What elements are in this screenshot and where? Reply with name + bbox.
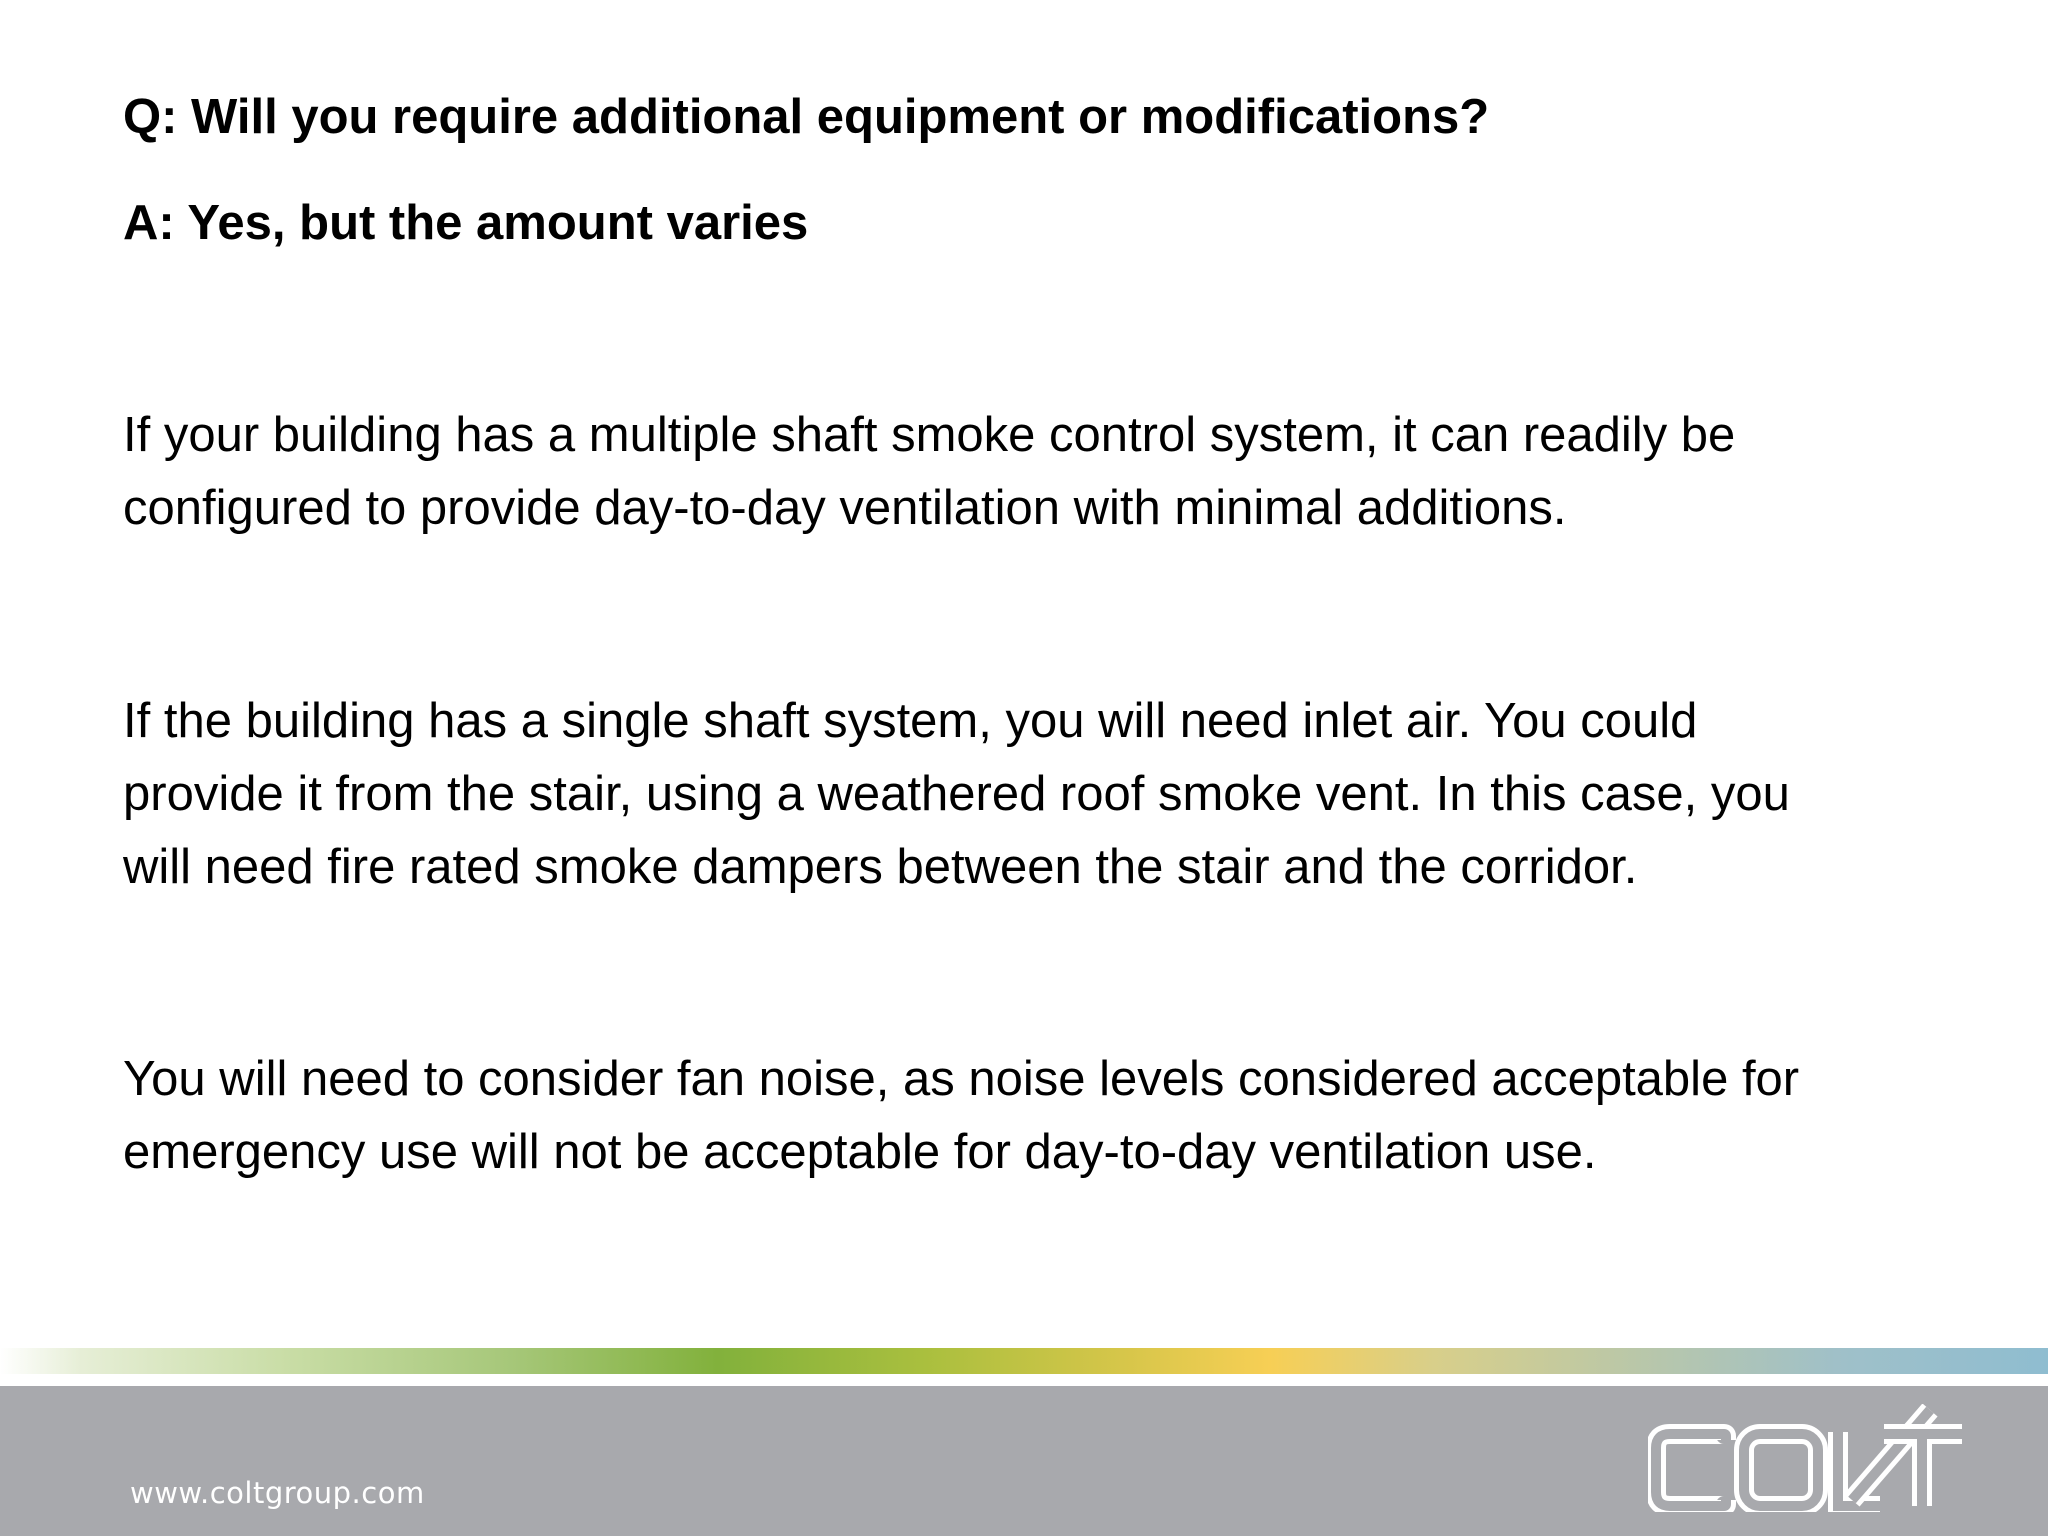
paragraph-fan-noise [123,1043,2003,1189]
paragraph-line: provide it from the stair, using a weathered roof smoke vent. In this case, you [123,767,1790,821]
paragraph-multiple-shaft [123,399,2003,545]
paragraph-line: configured to provide day-to-day ventilation with minimal additions. [123,481,1567,535]
footer-website-link[interactable]: www.coltgroup.com [130,1476,425,1510]
paragraph-line: If the building has a single shaft system, you will need inlet air. You could [123,694,1698,748]
footer-gradient-stripe [0,1348,2048,1374]
question-heading: Q: Will you require additional equipment or modifications? [123,90,1490,144]
paragraph-line: If your building has a multiple shaft smoke control system, it can readily be [123,408,1736,462]
paragraph-line: emergency use will not be acceptable for day-to-day ventilation use. [123,1125,1597,1179]
paragraph-line: will need fire rated smoke dampers between the stair and the corridor. [123,840,1638,894]
paragraph-single-shaft [123,685,2003,904]
paragraph-line: You will need to consider fan noise, as noise levels considered acceptable for [123,1052,1800,1106]
answer-heading: A: Yes, but the amount varies [123,196,809,250]
colt-logo [1648,1404,1970,1512]
